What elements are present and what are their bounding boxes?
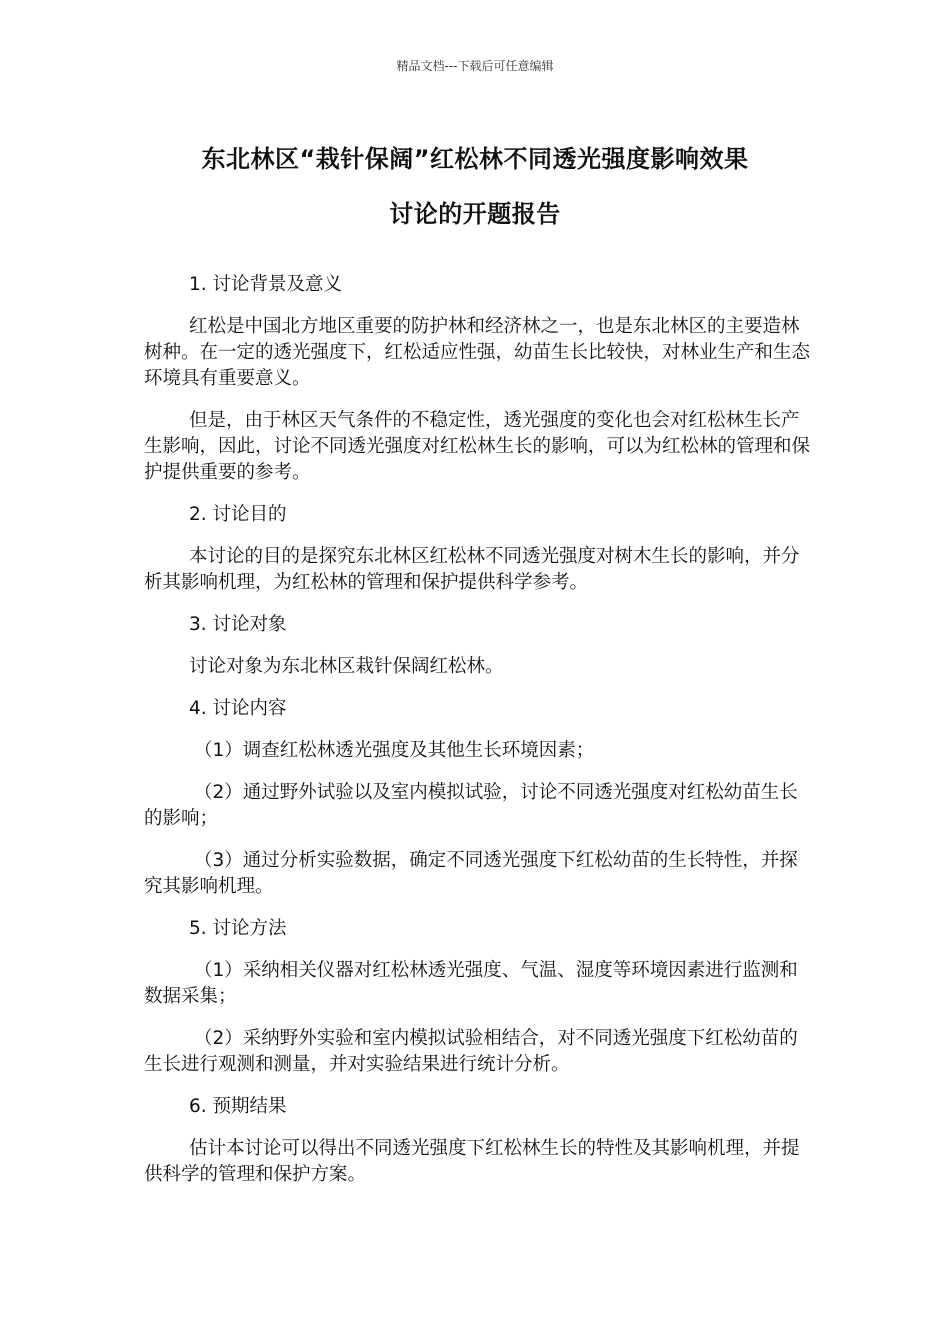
paragraph-background-1: 红松是中国北方地区重要的防护林和经济林之一，也是东北林区的主要造林树种。在一定的透光强度下，红松适应性强，幼苗生长比较快，对林业生产和生态环境具有重要意义。	[144, 316, 811, 389]
method-item-1: （1）采纳相关仪器对红松林透光强度、气温、湿度等环境因素进行监测和数据采集；	[144, 960, 798, 1007]
section-heading-purpose: 2. 讨论目的	[189, 504, 287, 525]
content-item-3: （3）通过分析实验数据，确定不同透光强度下红松幼苗的生长特性，并探究其影响机理。	[144, 850, 798, 897]
paragraph-expected-results: 估计本讨论可以得出不同透光强度下红松林生长的特性及其影响机理，并提供科学的管理和保护方案。	[144, 1138, 800, 1185]
paragraph-subject: 讨论对象为东北林区栽针保阔红松林。	[189, 656, 504, 677]
document-body	[144, 272, 816, 1204]
section-heading-method: 5. 讨论方法	[189, 918, 287, 939]
section-heading-background: 1. 讨论背景及意义	[189, 274, 343, 295]
document-title-line-1: 东北林区“栽针保阔”红松林不同透光强度影响效果	[201, 145, 749, 173]
content-item-1: （1）调查红松林透光强度及其他生长环境因素；	[194, 740, 595, 761]
paragraph-purpose: 本讨论的目的是探究东北林区红松林不同透光强度对树木生长的影响，并分析其影响机理，为红松林的管理和保护提供科学参考。	[144, 546, 800, 593]
document-title-line-2: 讨论的开题报告	[389, 200, 561, 228]
section-heading-expected-results: 6. 预期结果	[189, 1096, 287, 1117]
paragraph-background-2: 但是，由于林区天气条件的不稳定性，透光强度的变化也会对红松林生长产生影响，因此，讨论不同透光强度对红松林生长的影响，可以为红松林的管理和保护提供重要的参考。	[144, 410, 811, 483]
content-item-2: （2）通过野外试验以及室内模拟试验，讨论不同透光强度对红松幼苗生长的影响；	[144, 782, 798, 829]
page-header: 精品文档---下载后可任意编辑	[396, 59, 554, 73]
method-item-2: （2）采纳野外实验和室内模拟试验相结合，对不同透光强度下红松幼苗的生长进行观测和测量，并对实验结果进行统计分析。	[144, 1028, 798, 1075]
section-heading-subject: 3. 讨论对象	[189, 614, 287, 635]
section-heading-content: 4. 讨论内容	[189, 698, 287, 719]
